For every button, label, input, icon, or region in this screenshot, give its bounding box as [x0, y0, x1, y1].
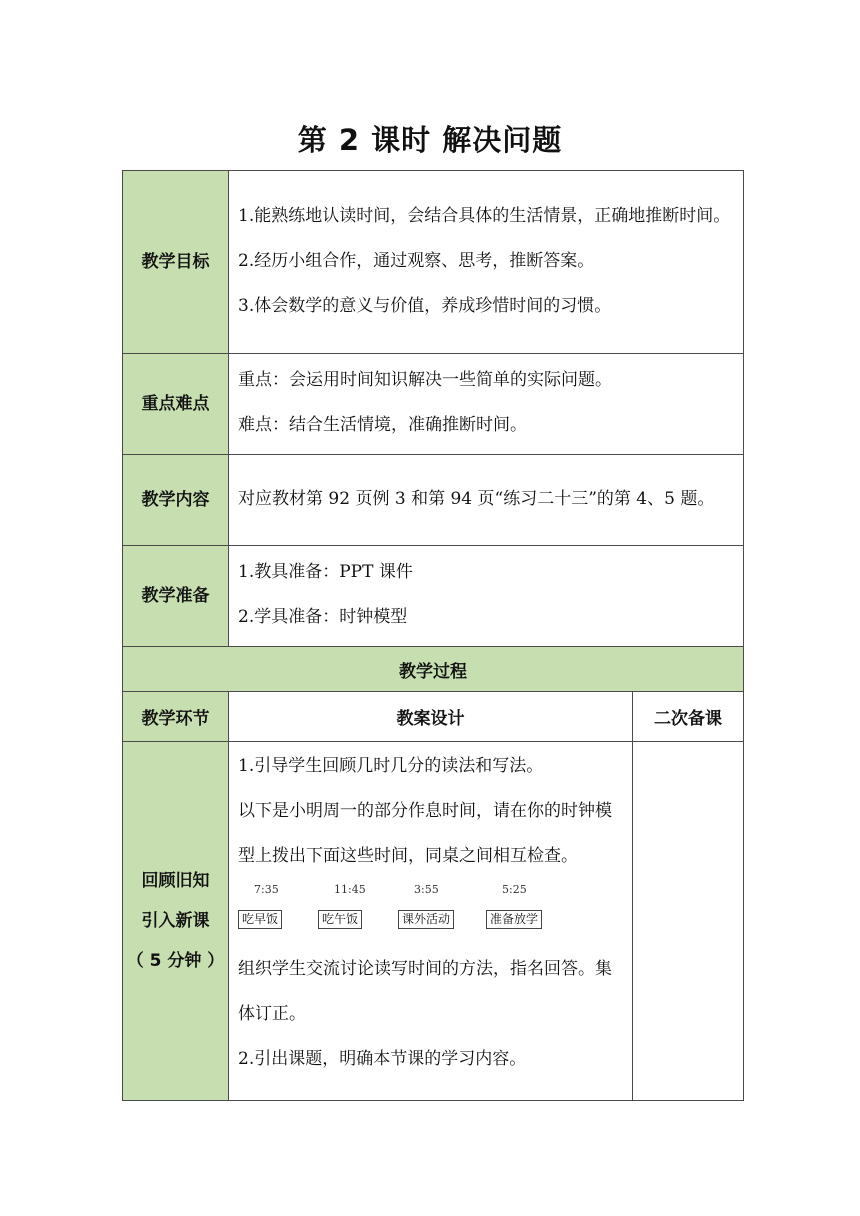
- schedule-item: [398, 883, 486, 941]
- keypoint-line-1: 重点：会运用时间知识解决一些简单的实际问题。: [238, 370, 612, 390]
- schedule-time: 3:55: [414, 883, 439, 896]
- schedule-time: 7:35: [254, 883, 279, 896]
- schedule-time: 5:25: [502, 883, 527, 896]
- schedule-item: [486, 883, 566, 941]
- page-title: 第 2 课时 解决问题: [297, 123, 563, 157]
- goals-label: 教学目标: [123, 171, 229, 354]
- schedule-item: [238, 883, 318, 941]
- goal-line-3: 3.体会数学的意义与价值，养成珍惜时间的习惯。: [238, 295, 612, 316]
- content-text: [229, 455, 744, 546]
- schedule-time: 11:45: [334, 883, 366, 896]
- stage-label-line-2: 引入新课: [141, 911, 210, 931]
- keypoints-content: [229, 354, 744, 455]
- schedule-activity: 准备放学: [486, 910, 542, 929]
- schedule-activity: 课外活动: [398, 910, 454, 929]
- column-design: 教案设计: [229, 692, 633, 742]
- stage-design: [229, 742, 633, 1101]
- prep-line-2: 2.学具准备：时钟模型: [238, 607, 408, 627]
- schedule-activity: 吃午饭: [318, 910, 362, 929]
- process-header-row: [123, 647, 744, 692]
- prep-line-1: 1.教具准备：PPT 课件: [238, 562, 413, 582]
- column-revision: 二次备课: [633, 692, 744, 742]
- prep-row: [123, 546, 744, 647]
- keypoints-row: [123, 354, 744, 455]
- goals-row: [123, 171, 744, 354]
- topic-text: 2.引出课题，明确本节课的学习内容。: [238, 1049, 527, 1069]
- discussion-text: 组织学生交流讨论读写时间的方法，指名回答。集体订正。: [238, 959, 612, 1024]
- task-text: 以下是小明周一的部分作息时间，请在你的时钟模型上拨出下面这些时间，同桌之间相互检查。: [238, 801, 612, 866]
- column-stage: 教学环节: [123, 692, 229, 742]
- content-label: 教学内容: [123, 455, 229, 546]
- stage-label: [123, 742, 229, 1101]
- content-line-1: 对应教材第 92 页例 3 和第 94 页“练习二十三”的第 4、5 题。: [238, 488, 715, 509]
- prep-label: 教学准备: [123, 546, 229, 647]
- lesson-plan-table: [122, 170, 744, 1101]
- schedule-item: [318, 883, 398, 941]
- stage-label-line-3: （ 5 分钟 ）: [126, 951, 225, 971]
- keypoint-line-2: 难点：结合生活情境，准确推断时间。: [238, 415, 527, 435]
- columns-row: [123, 692, 744, 742]
- goal-line-1: 1.能熟练地认读时间，会结合具体的生活情景，正确地推断时间。: [238, 205, 731, 226]
- keypoints-label: 重点难点: [123, 354, 229, 455]
- intro-text: 1.引导学生回顾几时几分的读法和写法。: [238, 756, 544, 776]
- schedule-activity: 吃早饭: [238, 910, 282, 929]
- process-header: 教学过程: [123, 647, 744, 692]
- schedule-figure: [238, 883, 624, 941]
- goal-line-2: 2.经历小组合作，通过观察、思考，推断答案。: [238, 250, 595, 271]
- revision-cell: [633, 742, 744, 1101]
- prep-content: [229, 546, 744, 647]
- stage-row: [123, 742, 744, 1101]
- goals-content: [229, 171, 744, 354]
- content-row: [123, 455, 744, 546]
- stage-label-line-1: 回顾旧知: [141, 871, 210, 891]
